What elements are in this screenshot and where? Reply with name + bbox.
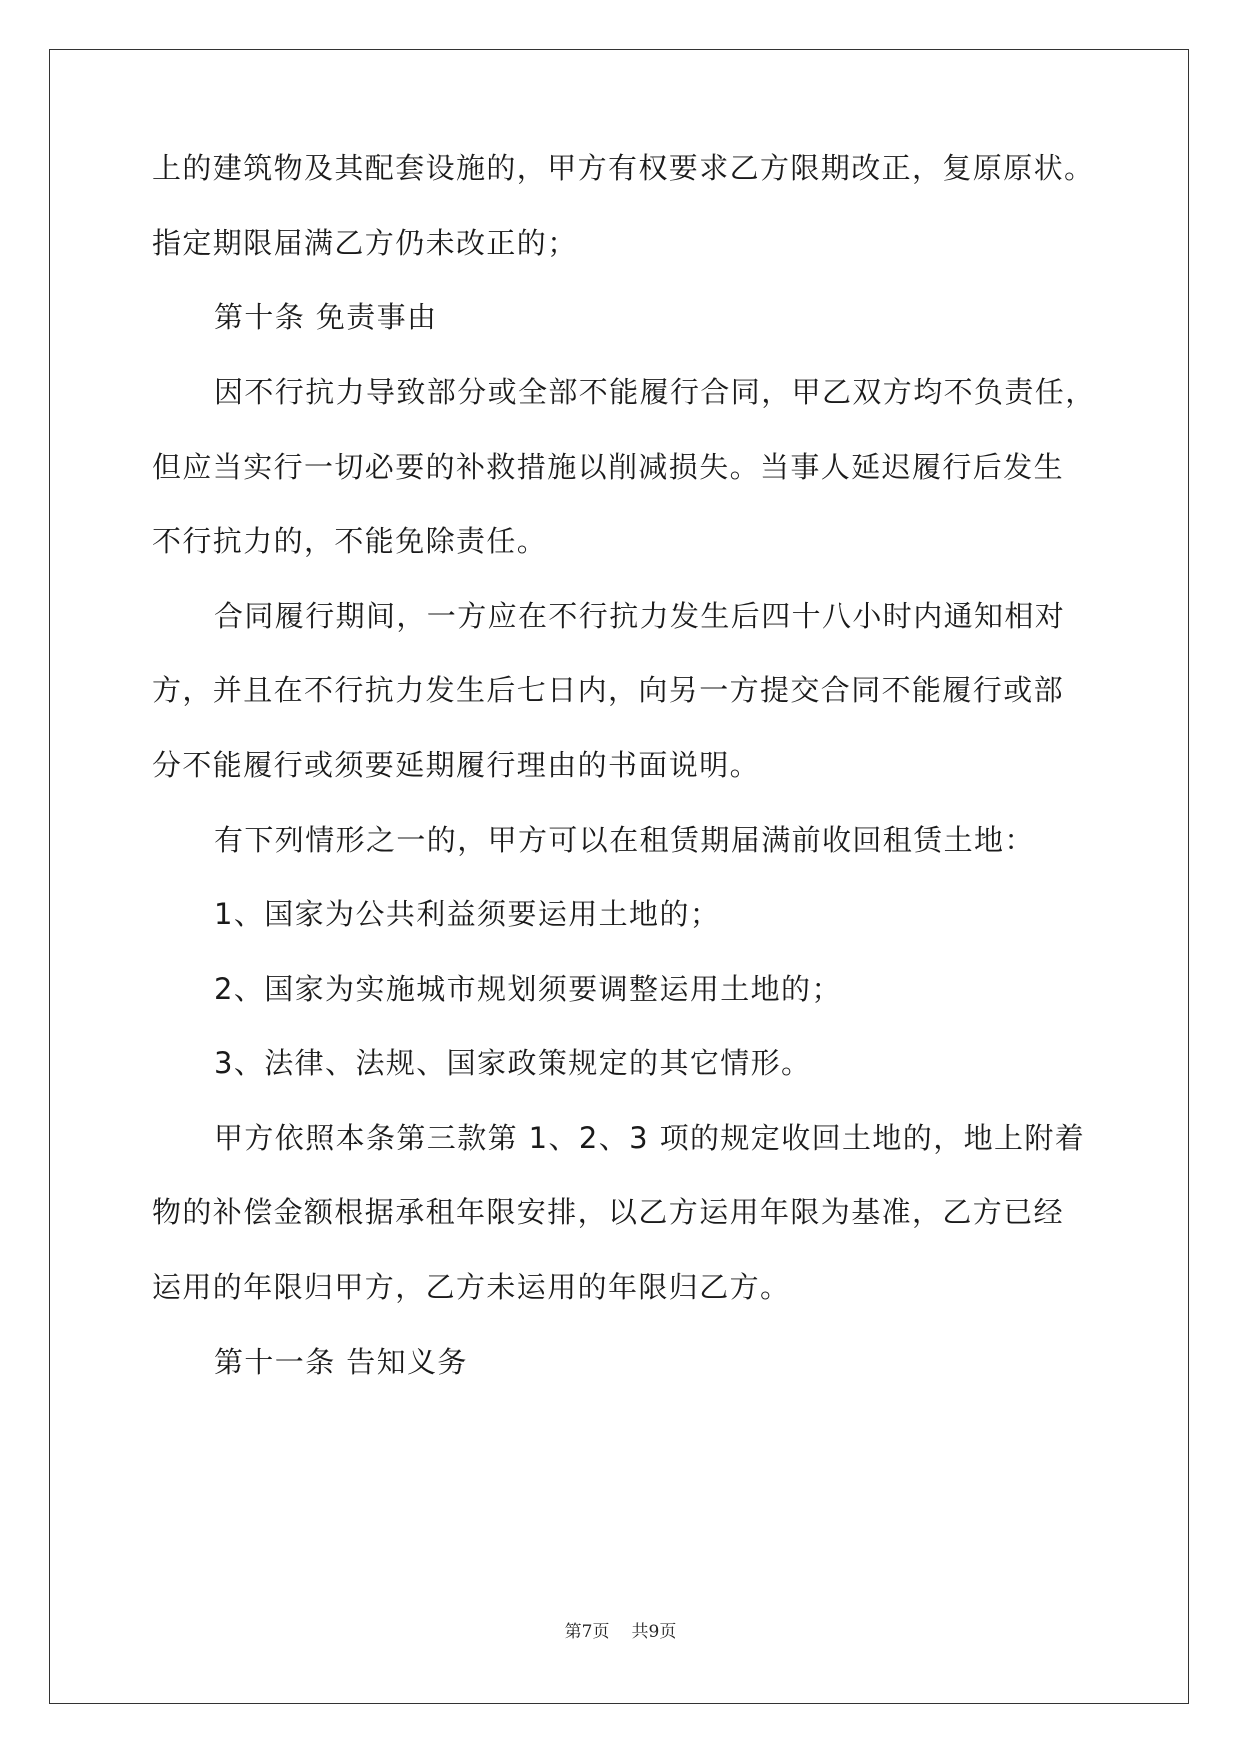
page-number: 第7页: [564, 1622, 610, 1642]
body-line: 不行抗力的，不能免除责任。: [152, 524, 548, 558]
body-line: 指定期限届满乙方仍未改正的；: [152, 226, 578, 260]
body-line: 方，并且在不行抗力发生后七日内，向另一方提交合同不能履行或部: [152, 673, 1065, 707]
paragraph-start: 因不行抗力导致部分或全部不能履行合同，甲乙双方均不负责任，: [214, 375, 1096, 409]
page-total: 共9页: [631, 1622, 677, 1642]
paragraph-start: 有下列情形之一的，甲方可以在租赁期届满前收回租赁土地：: [214, 823, 1035, 857]
body-line: 但应当实行一切必要的补救措施以削减损失。当事人延迟履行后发生: [152, 450, 1065, 484]
body-line: 上的建筑物及其配套设施的，甲方有权要求乙方限期改正，复原原状。: [152, 151, 1095, 185]
list-item: 3、法律、法规、国家政策规定的其它情形。: [214, 1046, 812, 1080]
list-item: 1、国家为公共利益须要运用土地的；: [214, 897, 721, 931]
body-line: 分不能履行或须要延期履行理由的书面说明。: [152, 748, 761, 782]
paragraph-start: 合同履行期间，一方应在不行抗力发生后四十八小时内通知相对: [214, 599, 1066, 633]
paragraph-start: 甲方依照本条第三款第 1、2、3 项的规定收回土地的，地上附着: [214, 1121, 1086, 1155]
list-item: 2、国家为实施城市规划须要调整运用土地的；: [214, 972, 842, 1006]
body-line: 物的补偿金额根据承租年限安排，以乙方运用年限为基准，乙方已经: [152, 1195, 1065, 1229]
section-heading-article-10: 第十条 免责事由: [214, 300, 438, 334]
body-line: 运用的年限归甲方，乙方未运用的年限归乙方。: [152, 1270, 791, 1304]
section-heading-article-11: 第十一条 告知义务: [214, 1345, 468, 1379]
page-footer: [0, 1620, 1241, 1644]
